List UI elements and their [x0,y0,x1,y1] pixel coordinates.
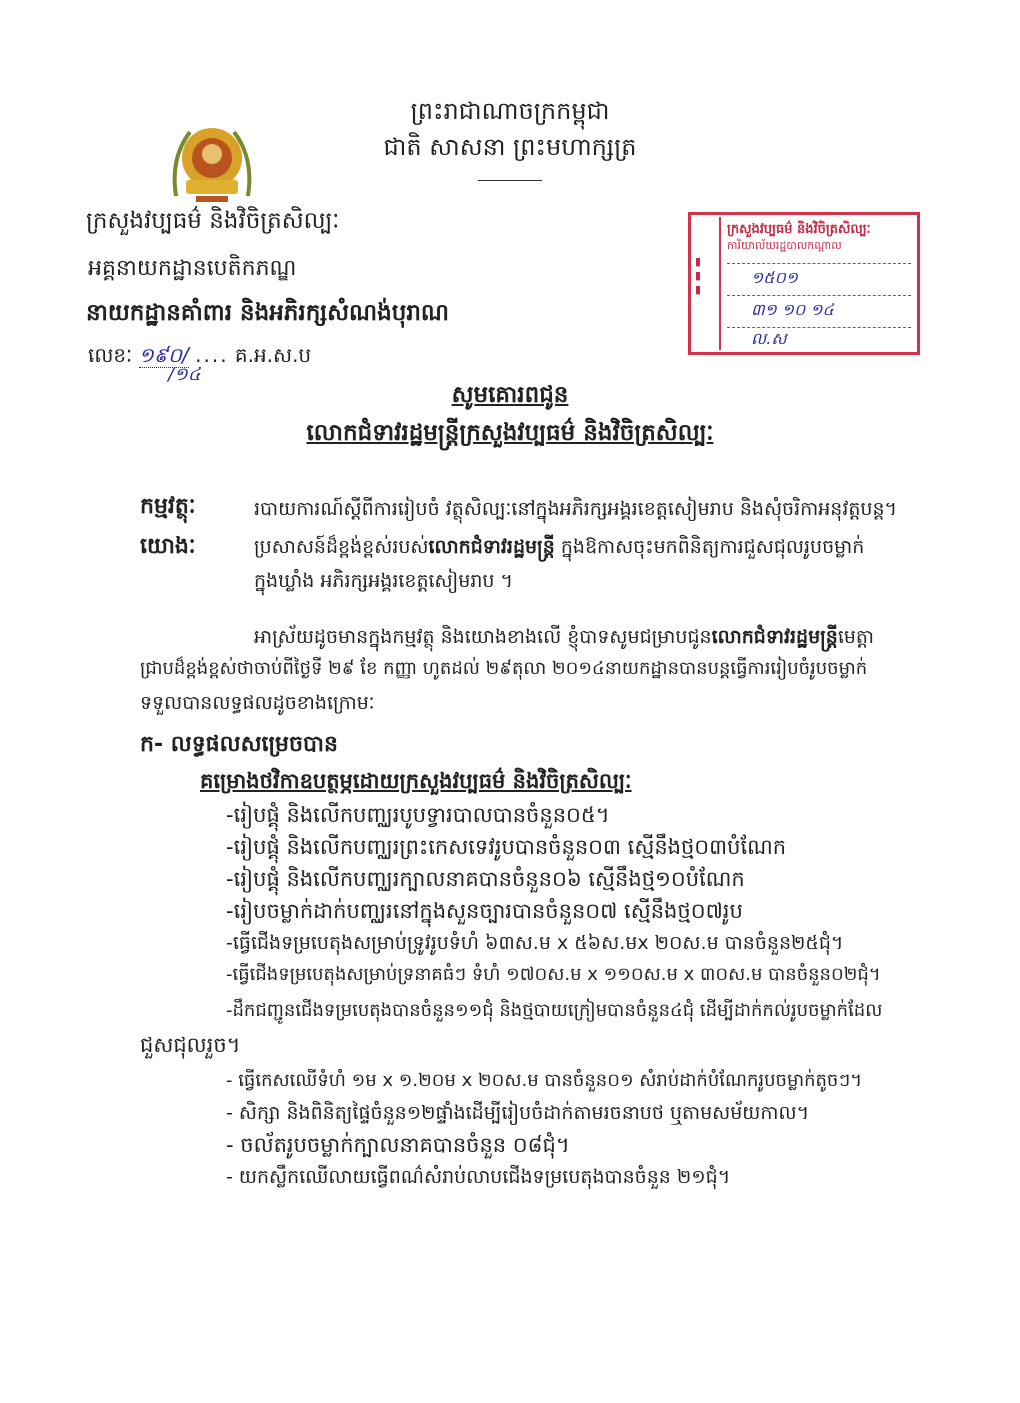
list-item: -រៀបផ្គុំ និងលើកបញ្ឈរព្រះកេសទេវរូបបានចំនួន០៣ ស្មើនឹងថ្ម០៣បំណែក [226,835,787,859]
reference-label: យោងៈ [140,534,196,559]
body-line1-post: មេត្តា [837,626,875,648]
list-item-continuation: ជួសជុលរួច។ [140,1033,241,1057]
ref-number-handwritten: ១៩០/ [138,343,189,367]
list-item: -ធ្វើជើងទម្របេតុងសម្រាប់ទ្រនាគធំៗ ទំហំ ១៧០ស.ម x ១១០ស.ម x ៣០ស.ម បានចំនួន០២ជុំ។ [226,964,881,985]
stamp-number: ១៥០១ [751,268,798,287]
stamp-line [727,263,911,264]
list-item: - សិក្សា និងពិនិត្យផ្ទៃចំនួន១២ផ្ទាំងដើម្បីរៀបចំដាក់តាមរចនាបថ ឬតាមសម័យកាល។ [226,1102,810,1124]
ref-prefix: លេខៈ [88,343,133,367]
list-item: -រៀបផ្គុំ និងលើកបញ្ឈរក្បាលនាគបានចំនួន០៦ ស្មើនឹងថ្ម១០បំណែក [226,867,745,891]
body-line1-bold: លោកជំទាវរដ្ឋមន្ត្រី [711,626,838,648]
list-item: -ដឹកជញ្ជូនជើងទម្របេតុងបានចំនួន១១ជុំ និងថ្មបាយក្រៀមបានចំនួន៤ជុំ ដើម្បីដាក់កល់រូបចម្លាក់ដែល [226,1000,883,1021]
stamp-unit: ការិយាល័យរដ្ឋបាលកណ្តាល [727,239,842,252]
reference-text-pre: ប្រសាសន៍ដ៏ខ្ពង់ខ្ពស់របស់ [254,536,429,558]
stamp-line [727,295,911,296]
subject-text: របាយការណ៍ស្តីពីការរៀបចំ វត្ថុសិល្បៈនៅក្នុងអភិរក្សអង្គរខេត្តសៀមរាប និងសុំចរិកាអនុវត្តបន្ត។ [254,498,898,520]
reference-text-line2: ក្នុងឃ្លាំង អភិរក្សអង្គរខេត្តសៀមរាប ។ [254,570,514,592]
ministry-emblem-icon [166,118,258,208]
reference-text-post: ក្នុងឱកាសចុះមកពិនិត្យការជួសជុលរូបចម្លាក់ [554,536,865,558]
national-motto: ជាតិ សាសនា ព្រះមហាក្សត្រ [383,133,637,161]
body-line1-pre: អាស្រ័យដូចមានក្នុងកម្មវត្ថុ និងយោងខាងលើ ខ្ញុំបាទសូមជម្រាបជូន [254,626,712,648]
reference-text [254,532,864,562]
header-divider [478,180,542,181]
stamp-signature: ល.ស [751,329,787,348]
body-line-2: ជ្រាបដ៏ខ្ពង់ខ្ពស់ថាចាប់ពីថ្ងៃទី ២៩ ខែ កញ្ញា ហូតដល់ ២៩តុលា ២០១៤នាយកដ្ឋានបានបន្តធ្វើការរៀបចំរូបចម្លាក់ [140,658,868,679]
list-item: - ធ្វើកេសឈើទំហំ ១ម x ១.២០ម x ២០ស.ម បានចំនួន០១ សំរាប់ដាក់បំណែករូបចម្លាក់តូចៗ។ [226,1070,863,1091]
receipt-stamp [688,212,920,355]
list-item: -រៀបចម្លាក់ដាក់បញ្ឈរនៅក្នុងសួនច្បារបានចំនួន០៧ ស្មើនឹងថ្ម០៧រូប [226,899,743,923]
list-item: -រៀបផ្គុំ និងលើកបញ្ឈរបូបទ្វារបាលបានចំនួន០៥។ [226,803,610,827]
list-item: -ធ្វើជើងទម្របេតុងសម្រាប់ទ្រូវរូបទំហំ ៦៣ស.ម x ៥៦ស.មx ២០ស.ម បានចំនួន២៥ជុំ។ [226,932,844,954]
body-line-3: ទទួលបានលទ្ធផលដូចខាងក្រោមៈ [140,692,375,714]
subject-label: កម្មវត្ថុៈ [140,494,196,519]
stamp-date: ៣១ ១០ ១៤ [751,300,834,319]
ref-suffix: គ.អ.ស.ប [234,343,312,367]
ref-year-handwritten: /១៤ [168,364,201,385]
salutation: សូមគោរពជូន [451,382,569,408]
recipient-title: លោកជំទាវរដ្ឋមន្ត្រីក្រសួងវប្បធម៌ និងវិចិត្រសិល្បៈ [306,420,714,446]
section-a-subheading: គម្រោងថវិកាឧបត្ថម្ភដោយក្រសួងវប្បធម៌ និងវិចិត្រសិល្បៈ [200,769,632,793]
kingdom-title: ព្រះរាជាណាចក្រកម្ពុជា [410,97,610,125]
stamp-org: ក្រសួងវប្បធម៌ និងវិចិត្រសិល្បៈ [727,222,871,237]
directorate-name: អគ្គនាយកដ្ឋានបេតិកភណ្ឌ [88,256,297,281]
ministry-name: ក្រសួងវប្បធម៌ និងវិចិត្រសិល្បៈ [86,208,340,234]
body-line-1 [254,622,874,652]
reference-number: លេខៈ ១៩០/ .... គ.អ.ស.ប [88,343,312,367]
section-a-heading: ក- លទ្ធផលសម្រេចបាន [140,732,338,757]
department-name: នាយកដ្ឋានគាំពារ និងអភិរក្សសំណង់បុរាណ [86,300,450,326]
reference-text-bold: លោកជំទាវរដ្ឋមន្ត្រី [428,536,555,558]
list-item: - យកស្លឹកឈើលាយធ្វើពណ៌សំរាប់លាបជើងទម្របេតុងបានចំនួន ២១ជុំ។ [226,1166,731,1188]
list-item: - ចល័តរូបចម្លាក់ក្បាលនាគបានចំនួន ០៨ជុំ។ [226,1133,570,1157]
stamp-side-label: ▮ ▮ ▮ [695,255,702,296]
